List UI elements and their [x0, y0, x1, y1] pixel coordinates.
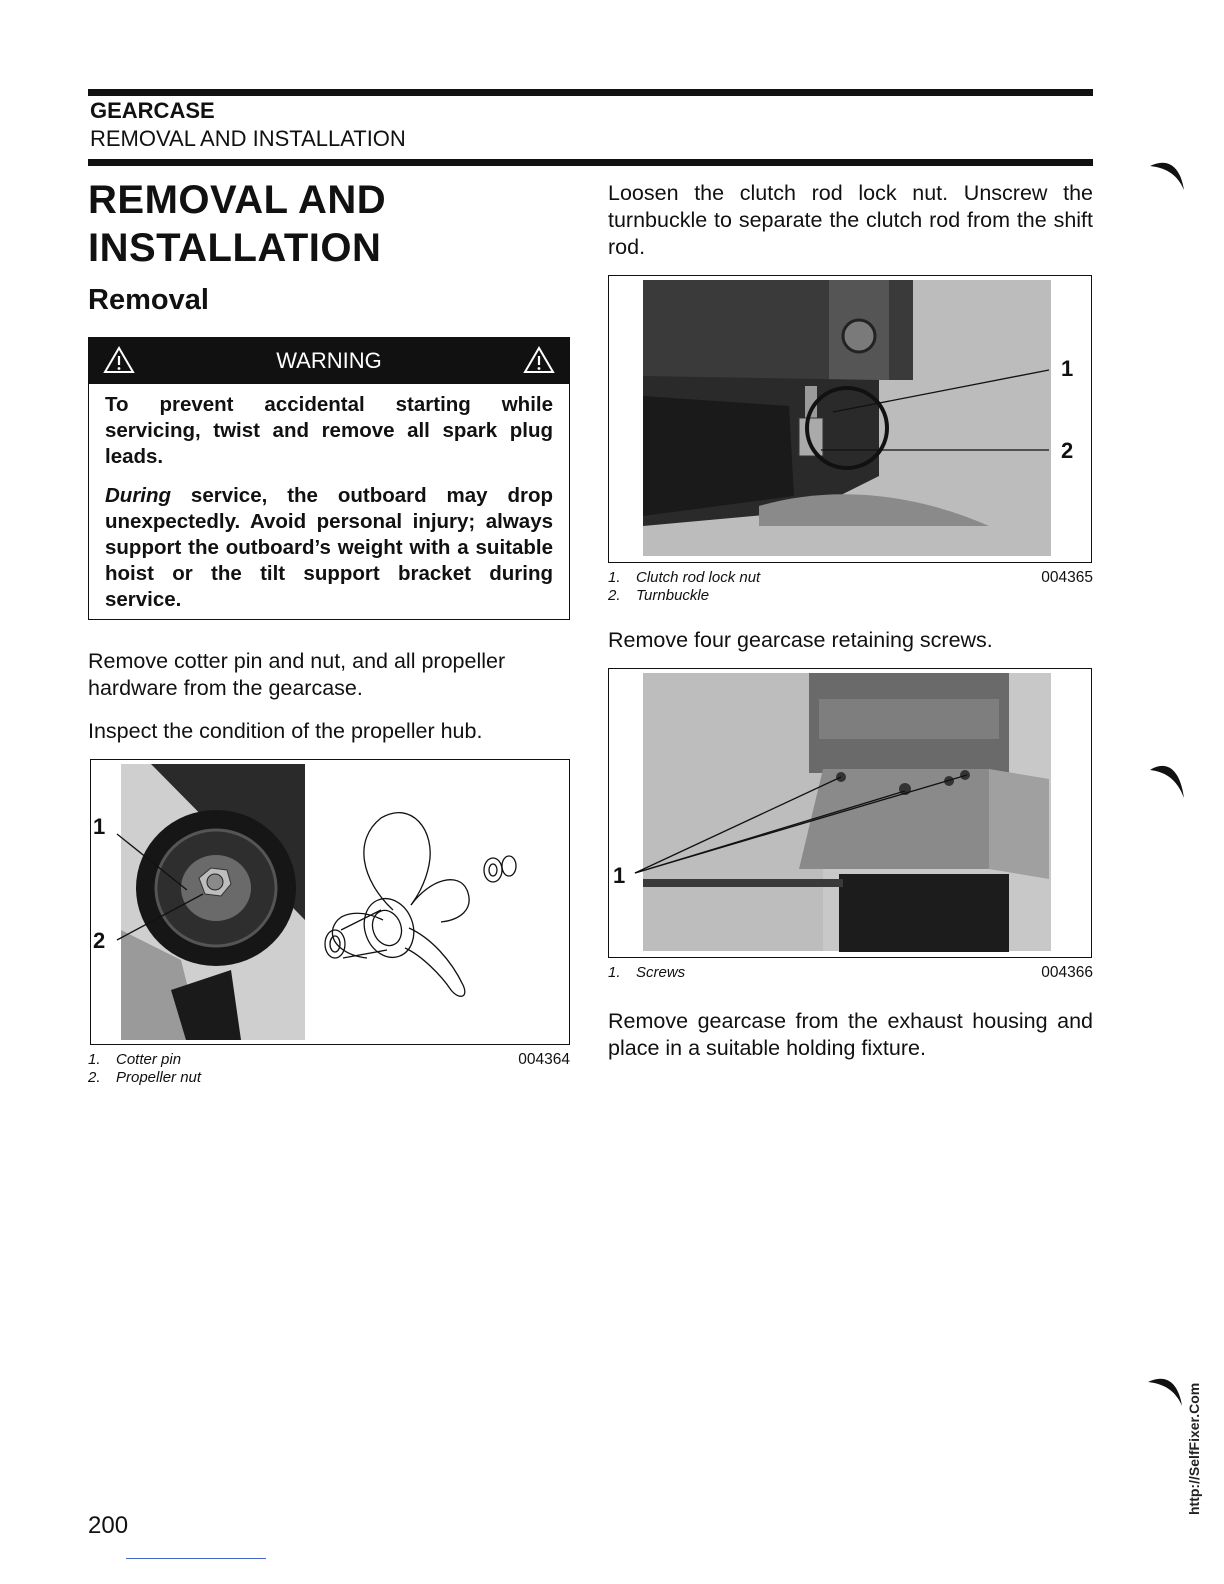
right-column: [608, 180, 1093, 1062]
running-head-subsection: REMOVAL AND INSTALLATION: [90, 126, 406, 151]
running-head-section: GEARCASE: [90, 98, 215, 123]
instruction-loosen-lock-nut: Loosen the clutch rod lock nut. Unscrew the turnbuckle to separate the clutch rod from the shift rod.: [608, 181, 1093, 259]
caption-text: Propeller nut: [116, 1069, 202, 1086]
propeller-illustration: [91, 760, 568, 1043]
caption-item: [88, 1069, 201, 1087]
caption-item: [88, 1051, 201, 1069]
page-title-line2: INSTALLATION: [88, 226, 382, 270]
caption-num: 1.: [88, 1051, 101, 1068]
figure-clutch-rod-caption: [608, 569, 1093, 605]
instruction-remove-screws: Remove four gearcase retaining screws.: [608, 628, 993, 652]
clutch-rod-photo: [609, 276, 1090, 561]
callout-2: 2: [93, 928, 106, 953]
caption-list: [608, 964, 685, 982]
caption-item: [608, 964, 685, 982]
figure-clutch-rod: [608, 275, 1092, 563]
figure-screws-caption: [608, 964, 1093, 982]
page-title-line1: REMOVAL AND: [88, 178, 387, 222]
figure-screws: [608, 668, 1092, 958]
warning-text-2-lead: During: [105, 484, 172, 507]
warning-header: [89, 338, 569, 384]
left-column: [88, 176, 570, 1087]
caption-num: 1.: [608, 964, 621, 981]
footer-underline: [126, 1558, 266, 1559]
caption-num: 2.: [88, 1069, 101, 1086]
page-number: 200: [88, 1512, 129, 1539]
figure-code: 004365: [1041, 569, 1093, 586]
caption-list: [88, 1051, 201, 1087]
warning-text-2: [105, 483, 553, 613]
tab-mark-icon: [1146, 1370, 1186, 1410]
callout-1: 1: [613, 863, 626, 888]
callout-2: 2: [1061, 438, 1074, 463]
figure-code: 004366: [1041, 964, 1093, 981]
tab-mark-icon: [1148, 156, 1188, 196]
warning-text-2-rest: service, the outboard may drop unexpectedly. Avoid personal injury; always support the outboard’s weight with a suitable hoist or the tilt support bracket during service.: [105, 484, 553, 611]
callout-1: 1: [93, 814, 106, 839]
figure-code: 004364: [518, 1051, 570, 1068]
warning-triangle-icon: [103, 346, 135, 374]
warning-label: WARNING: [276, 348, 382, 373]
caption-num: 2.: [608, 587, 621, 604]
callout-1: 1: [1061, 356, 1074, 381]
caption-num: 1.: [608, 569, 621, 586]
warning-box: [88, 337, 570, 620]
figure-propeller-caption: [88, 1051, 570, 1087]
caption-text: Cotter pin: [116, 1051, 182, 1068]
caption-item: [608, 569, 760, 587]
header-top-rule: [88, 89, 1093, 96]
warning-triangle-icon: [523, 346, 555, 374]
section-heading-removal: Removal: [88, 284, 209, 316]
caption-item: [608, 587, 760, 605]
header-bottom-rule: [88, 159, 1093, 166]
instruction-remove-gearcase: Remove gearcase from the exhaust housing and place in a suitable holding fixture.: [608, 1009, 1093, 1060]
instruction-inspect-hub: Inspect the condition of the propeller hub.: [88, 719, 483, 743]
caption-text: Clutch rod lock nut: [636, 569, 761, 586]
instruction-remove-cotter-pin: Remove cotter pin and nut, and all propeller hardware from the gearcase.: [88, 649, 506, 700]
caption-text: Turnbuckle: [636, 587, 710, 604]
warning-body: [89, 384, 569, 619]
side-watermark-url: http://SelfFixer.Com: [1186, 1382, 1202, 1515]
tab-mark-icon: [1148, 758, 1188, 802]
figure-propeller: [90, 759, 570, 1045]
gearcase-screws-photo: [609, 669, 1090, 956]
caption-text: Screws: [636, 964, 686, 981]
caption-list: [608, 569, 760, 605]
page-title: [88, 176, 570, 272]
warning-text-1: To prevent accidental starting while servicing, twist and remove all spark plug leads.: [105, 393, 553, 468]
